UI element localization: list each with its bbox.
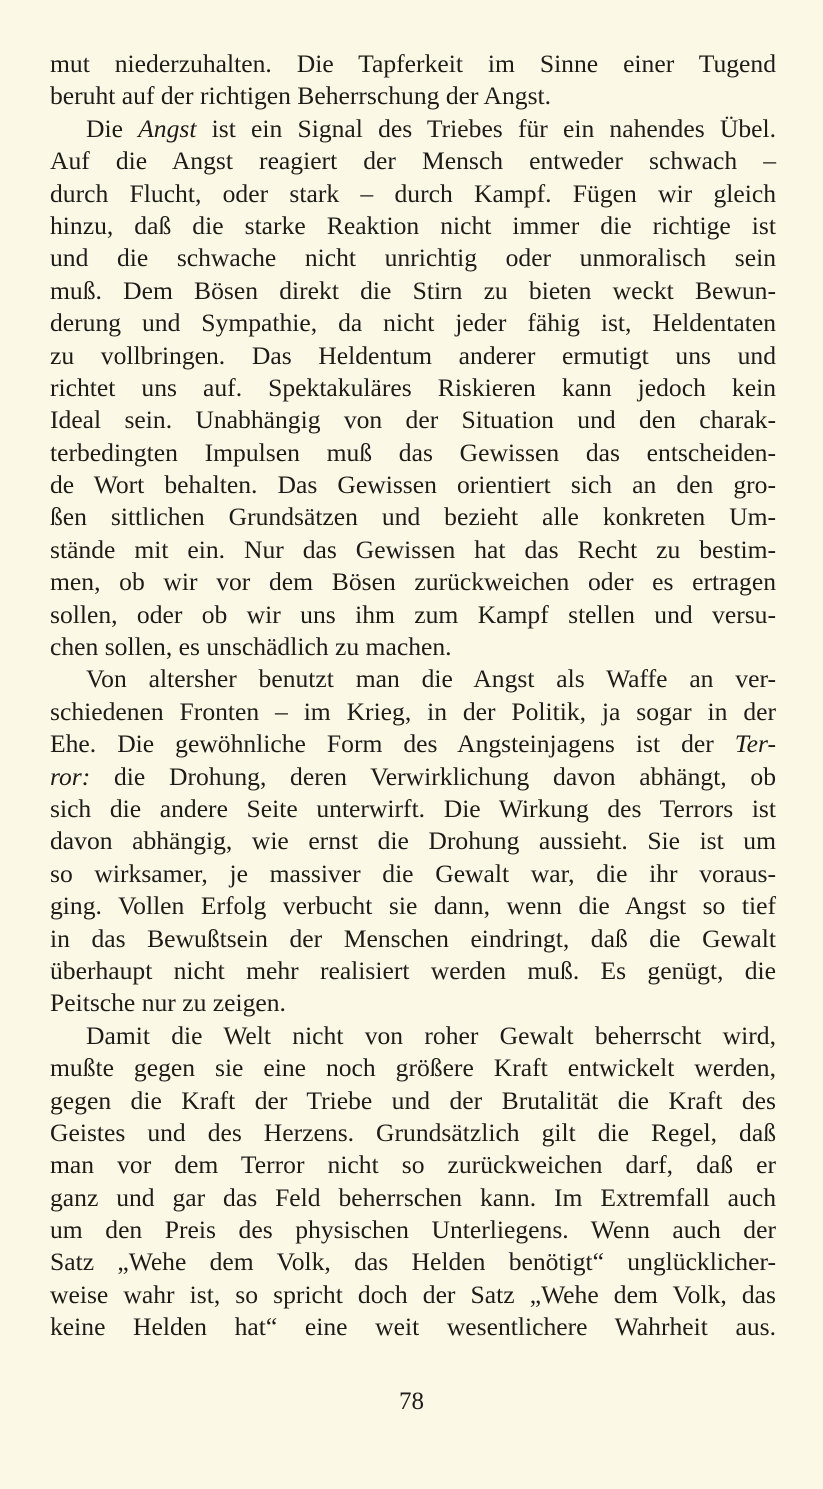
body-text	[50, 48, 776, 1344]
text-line: men, ob wir vor dem Bösen zurückweichen oder es ertragen	[50, 567, 776, 597]
text-line: weise wahr ist, so spricht doch der Satz „Wehe dem Volk, das	[50, 1279, 776, 1309]
text-line: hinzu, daß die starke Reaktion nicht immer die richtige ist	[50, 210, 776, 240]
text-line: Die Angst ist ein Signal des Triebes für ein nahendes Übel.	[86, 113, 776, 143]
text-line: keine Helden hat“ eine weit wesentlichere Wahrheit aus.	[50, 1312, 776, 1342]
text-line: Ideal sein. Unabhängig von der Situation und den charak-	[50, 405, 776, 435]
text-line: mut niederzuhalten. Die Tapferkeit im Sinne einer Tugend	[50, 49, 776, 78]
text-line: sollen, oder ob wir uns ihm zum Kampf stellen und versu-	[50, 599, 776, 629]
text-line: Satz „Wehe dem Volk, das Helden benötigt“ unglücklicher-	[50, 1247, 776, 1277]
text-line: beruht auf der richtigen Beherrschung der Angst.	[50, 81, 552, 111]
text-line: überhaupt nicht mehr realisiert werden muß. Es genügt, die	[50, 955, 776, 985]
text-line: muß. Dem Bösen direkt die Stirn zu bieten weckt Bewun-	[50, 275, 776, 305]
text-line: um den Preis des physischen Unterliegens. Wenn auch der	[50, 1215, 776, 1245]
text-line: sich die andere Seite unterwirft. Die Wirkung des Terrors ist	[50, 793, 776, 823]
text-line: ror: die Drohung, deren Verwirklichung davon abhängt, ob	[50, 761, 776, 791]
text-line: Von altersher benutzt man die Angst als Waffe an ver-	[86, 664, 776, 694]
text-line: ging. Vollen Erfolg verbucht sie dann, wenn die Angst so tief	[50, 891, 776, 921]
text-line: terbedingten Impulsen muß das Gewissen das entscheiden-	[50, 437, 776, 467]
text-line: chen sollen, es unschädlich zu machen.	[50, 632, 452, 662]
text-line: de Wort behalten. Das Gewissen orientiert sich an den gro-	[50, 470, 776, 500]
text-line: Auf die Angst reagiert der Mensch entweder schwach –	[50, 146, 776, 176]
text-line: mußte gegen sie eine noch größere Kraft entwickelt werden,	[50, 1053, 776, 1083]
text-line: durch Flucht, oder stark – durch Kampf. Fügen wir gleich	[50, 178, 776, 208]
text-line: in das Bewußtsein der Menschen eindringt, daß die Gewalt	[50, 923, 776, 953]
text-line: schiedenen Fronten – im Krieg, in der Politik, ja sogar in der	[50, 696, 776, 726]
text-line: Damit die Welt nicht von roher Gewalt beherrscht wird,	[86, 1020, 776, 1050]
text-line: richtet uns auf. Spektakuläres Riskieren kann jedoch kein	[50, 372, 776, 402]
text-line: derung und Sympathie, da nicht jeder fähig ist, Heldentaten	[50, 308, 776, 338]
text-line: gegen die Kraft der Triebe und der Brutalität die Kraft des	[50, 1085, 776, 1115]
page-number: 78	[399, 1388, 424, 1415]
text-line: Ehe. Die gewöhnliche Form des Angsteinjagens ist der Ter-	[50, 729, 776, 759]
text-line: ßen sittlichen Grundsätzen und bezieht alle konkreten Um-	[50, 502, 776, 532]
text-line: man vor dem Terror nicht so zurückweichen darf, daß er	[50, 1150, 776, 1180]
text-line: Peitsche nur zu zeigen.	[50, 988, 286, 1018]
text-line: so wirksamer, je massiver die Gewalt war, die ihr voraus-	[50, 858, 776, 888]
text-line: ganz und gar das Feld beherrschen kann. Im Extremfall auch	[50, 1182, 776, 1212]
text-line: Geistes und des Herzens. Grundsätzlich gilt die Regel, daß	[50, 1117, 776, 1147]
text-line: davon abhängig, wie ernst die Drohung aussieht. Sie ist um	[50, 826, 776, 856]
text-line: zu vollbringen. Das Heldentum anderer ermutigt uns und	[50, 340, 776, 370]
text-line: und die schwache nicht unrichtig oder unmoralisch sein	[50, 243, 776, 273]
text-line: stände mit ein. Nur das Gewissen hat das Recht zu bestim-	[50, 534, 776, 564]
